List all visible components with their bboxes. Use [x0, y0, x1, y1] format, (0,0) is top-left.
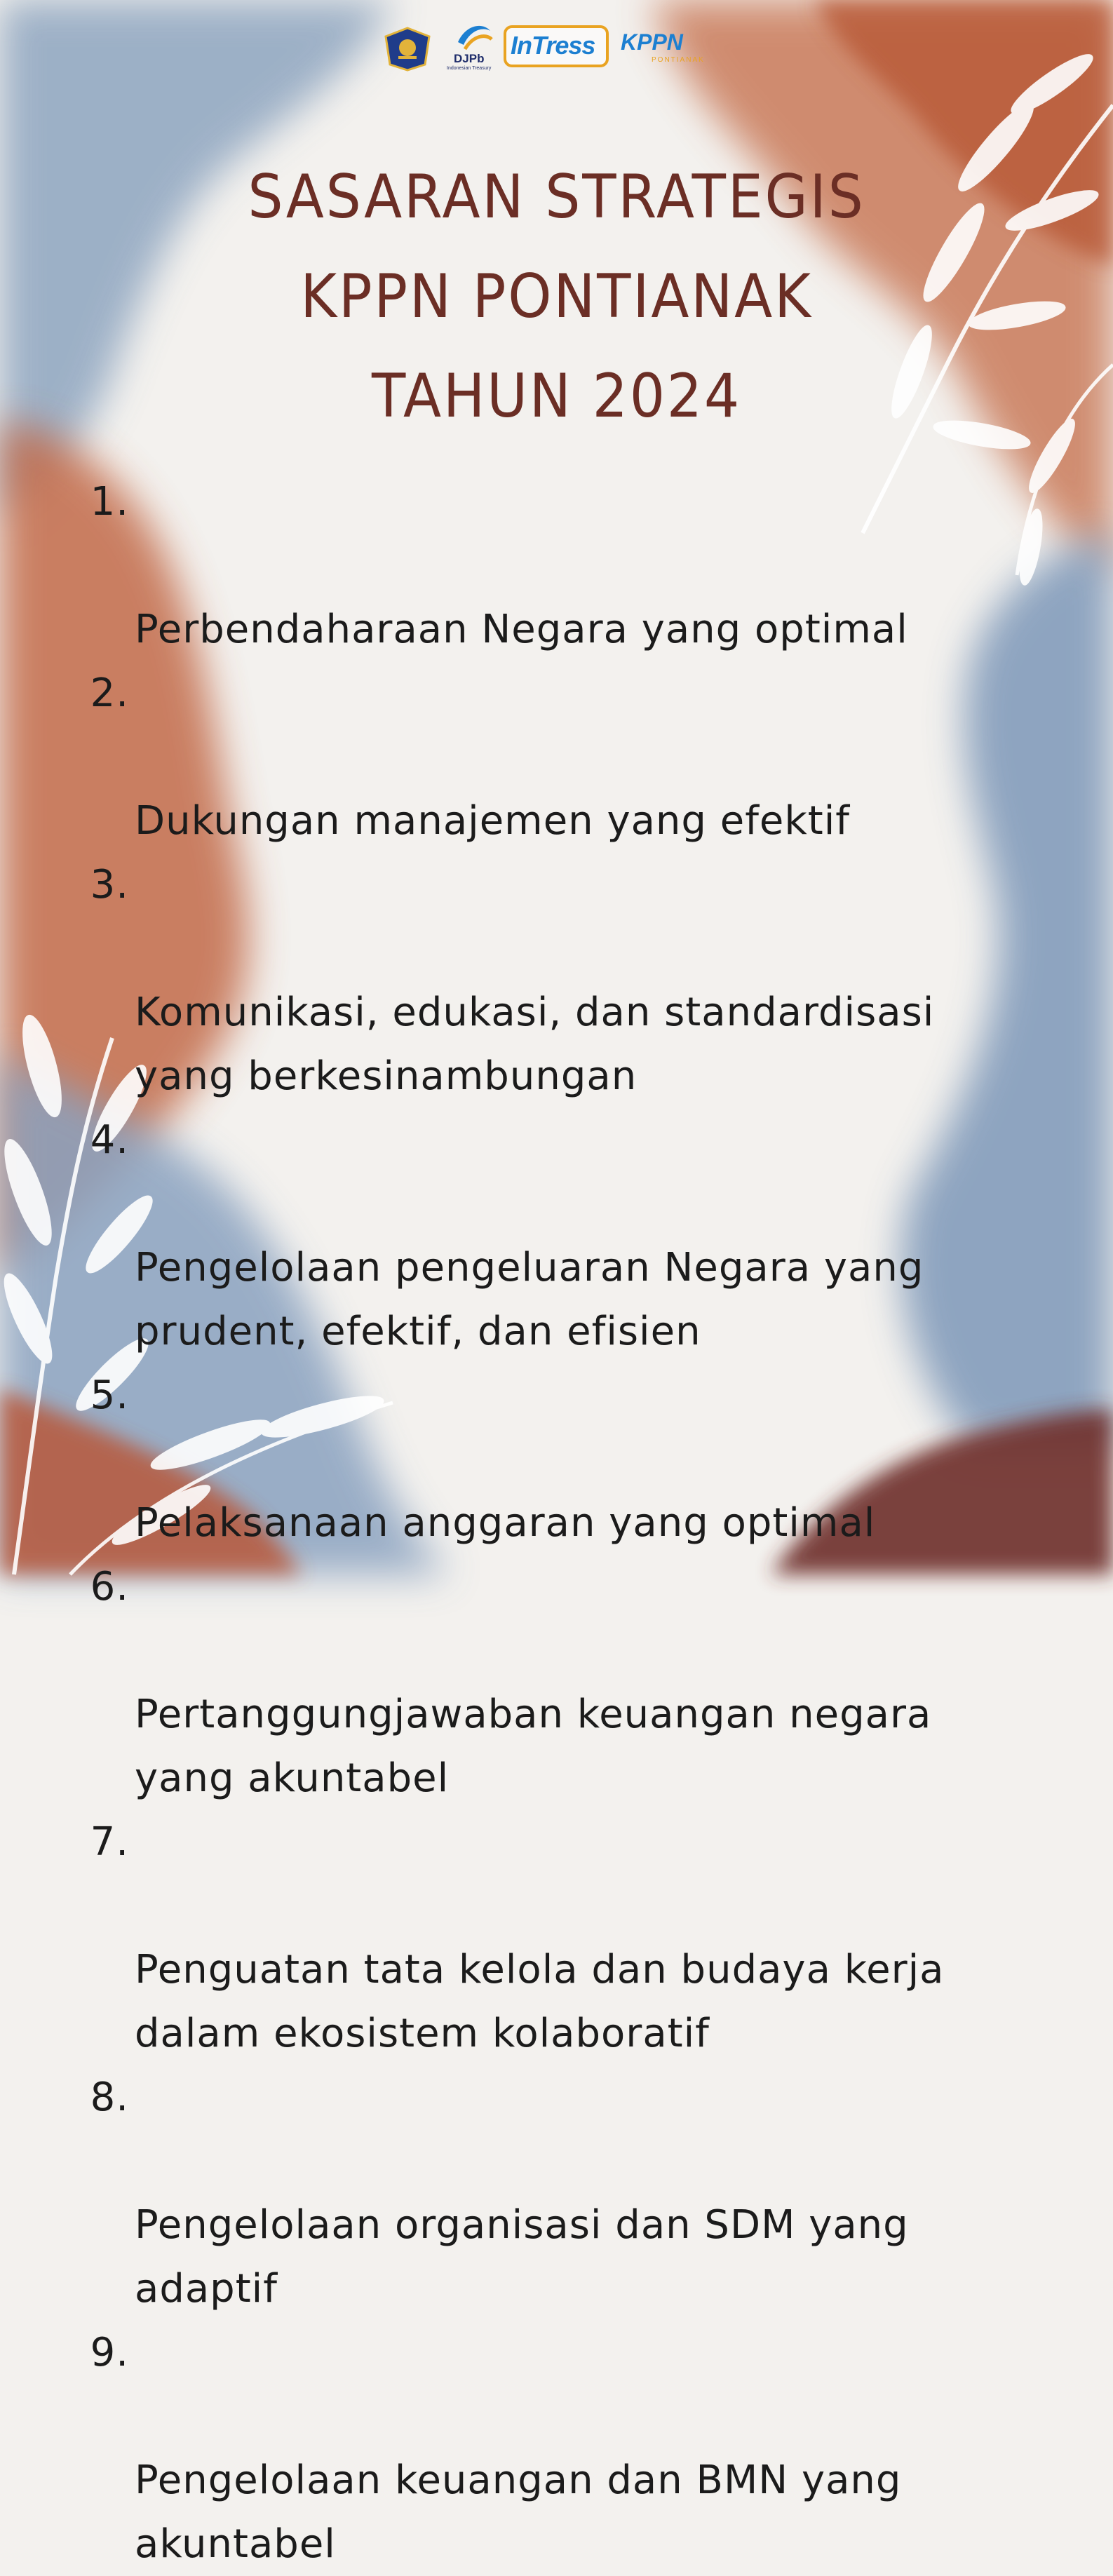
list-item	[84, 661, 1024, 853]
title-line-2: KPPN PONTIANAK	[300, 262, 813, 332]
list-item-number: 4.	[90, 1117, 129, 1163]
list-item	[84, 853, 1024, 1108]
list-item	[84, 1363, 1024, 1555]
kppn-logo-subtext: PONTIANAK	[652, 56, 705, 64]
list-item	[84, 1108, 1024, 1363]
djpb-logo	[445, 21, 508, 77]
list-item	[84, 1810, 1024, 2065]
strategic-goals-list	[84, 470, 1024, 2576]
kppn-logo	[621, 29, 726, 72]
list-item-number: 8.	[90, 2075, 129, 2120]
list-item-number: 5.	[90, 1373, 129, 1418]
djpb-logo-text: DJPb	[454, 52, 485, 65]
intress-logo-text: InTress	[511, 31, 595, 60]
list-item-text: Penguatan tata kelola dan budaya kerja dalam ekosistem kolaboratif	[135, 1947, 945, 2056]
list-item-text: Pengelolaan pengeluaran Negara yang prudent, efektif, dan efisien	[135, 1245, 924, 1354]
logo-row	[379, 21, 743, 77]
kppn-logo-text: KPPN	[621, 29, 683, 55]
kemenkeu-logo	[383, 27, 432, 72]
list-item-text: Dukungan manajemen yang efektif	[135, 798, 851, 844]
list-item	[84, 2065, 1024, 2321]
list-item-number: 3.	[90, 862, 129, 908]
list-item-number: 1.	[90, 479, 129, 525]
list-item	[84, 1555, 1024, 1810]
list-item-text: Pengelolaan organisasi dan SDM yang adaptif	[135, 2202, 909, 2312]
list-item-text: Komunikasi, edukasi, dan standardisasi yang berkesinambungan	[135, 990, 935, 1099]
intress-logo	[504, 25, 609, 67]
list-item-text: Pertanggungjawaban keuangan negara yang akuntabel	[135, 1692, 932, 1801]
list-item	[84, 470, 1024, 661]
list-item	[84, 2321, 1024, 2576]
djpb-logo-subtext: Indonesian Treasury	[447, 66, 492, 71]
list-item-text: Perbendaharaan Negara yang optimal	[135, 607, 908, 652]
list-item-number: 2.	[90, 670, 129, 716]
list-item-text: Pengelolaan keuangan dan BMN yang akuntabel	[135, 2457, 902, 2567]
list-item-number: 6.	[90, 1564, 129, 1610]
list-item-number: 9.	[90, 2330, 129, 2375]
list-item-number: 7.	[90, 1819, 129, 1865]
title-line-1: SASARAN STRATEGIS	[248, 162, 865, 232]
list-item-text: Pelaksanaan anggaran yang optimal	[135, 1500, 876, 1546]
page-title	[0, 147, 1113, 446]
title-line-3: TAHUN 2024	[371, 361, 742, 431]
